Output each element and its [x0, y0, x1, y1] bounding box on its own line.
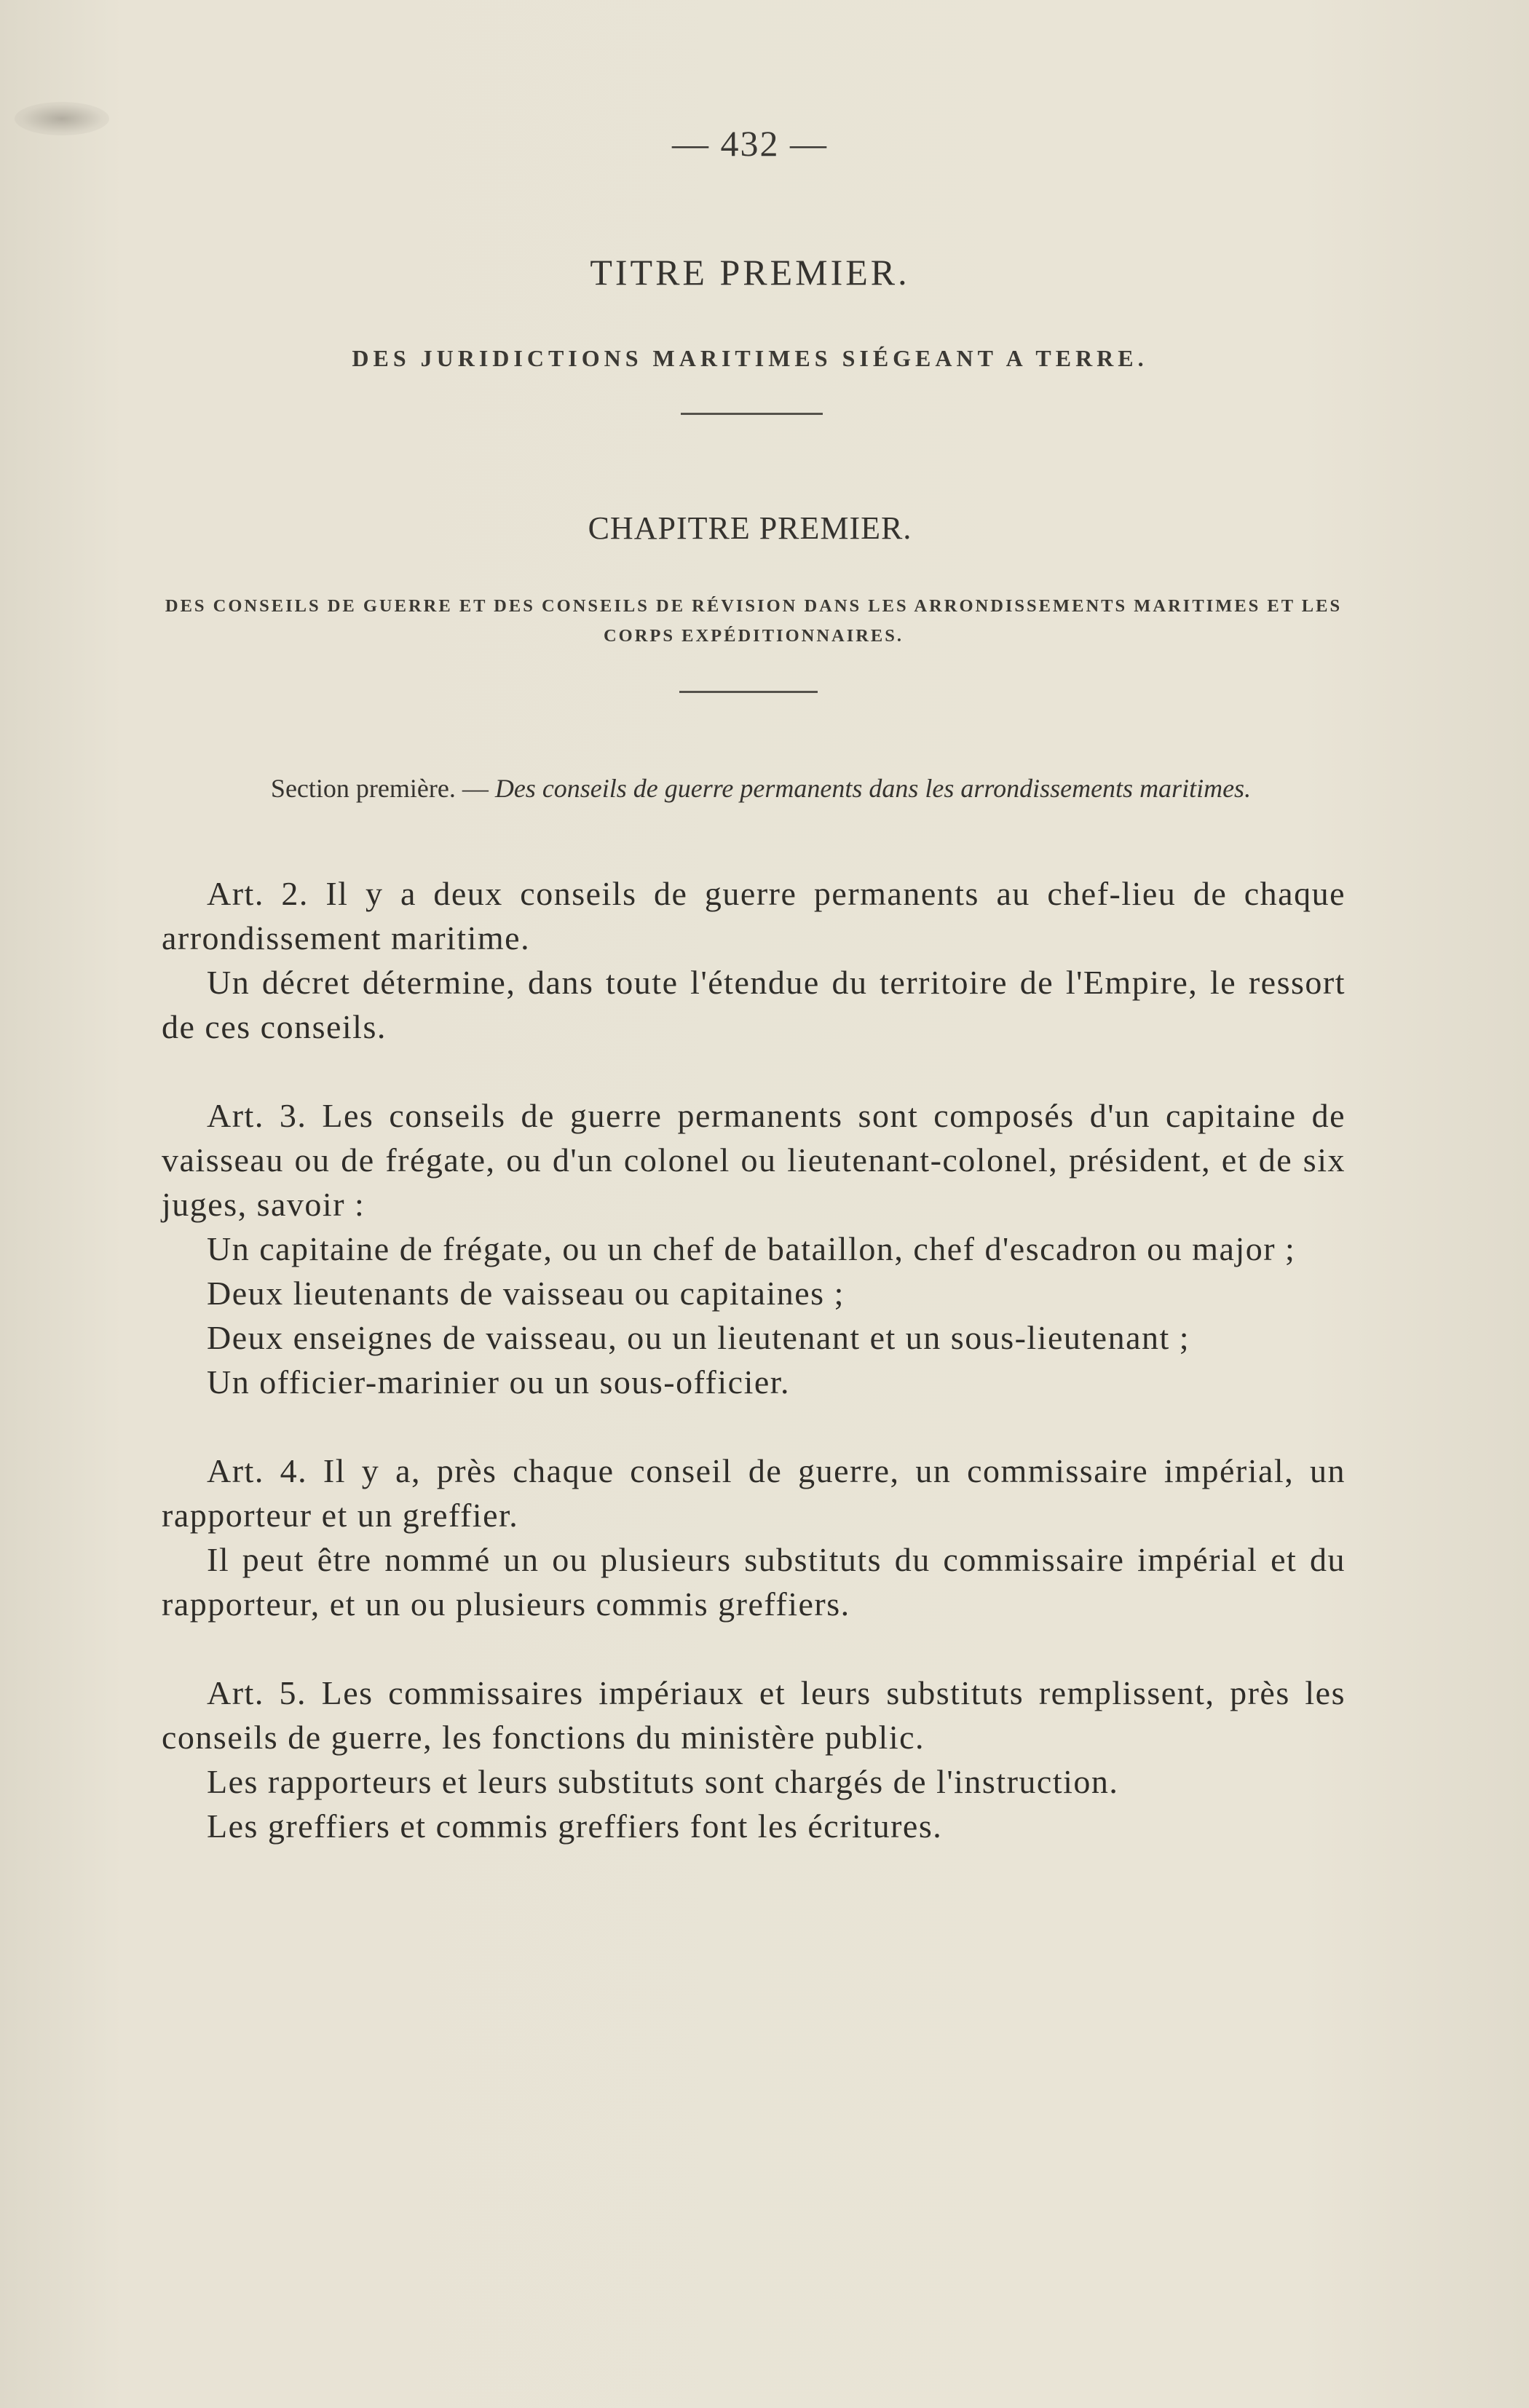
paragraph: Art. 4. Il y a, près chaque conseil de guerre, un commissaire impérial, un rapporteur et un greffier. [162, 1452, 1346, 1534]
section-heading [215, 770, 1307, 807]
paragraph: Deux enseignes de vaisseau, ou un lieutenant et un sous-lieutenant ; [207, 1319, 1190, 1356]
paragraph: Deux lieutenants de vaisseau ou capitaines ; [207, 1275, 845, 1312]
paragraph: Un décret détermine, dans toute l'étendue du territoire de l'Empire, le ressort de ces conseils. [162, 964, 1346, 1045]
article-body [162, 871, 1346, 1848]
paragraph: Art. 3. Les conseils de guerre permanents sont composés d'un capitaine de vaisseau ou de frégate, ou d'un colonel ou lieutenant-colonel, président, et de six juges, savoir : [162, 1097, 1346, 1223]
paragraph: Les rapporteurs et leurs substituts sont chargés de l'instruction. [207, 1763, 1119, 1800]
section-title: Des conseils de guerre permanents dans les arrondissements maritimes. [494, 774, 1252, 803]
paragraph: Un officier-marinier ou un sous-officier. [207, 1363, 791, 1401]
divider-rule [681, 413, 823, 415]
paragraph: Art. 2. Il y a deux conseils de guerre permanents au chef-lieu de chaque arrondissement maritime. [162, 875, 1346, 957]
divider-rule [679, 691, 818, 693]
paragraph: Il peut être nommé un ou plusieurs substituts du commissaire impérial et du rapporteur, et un ou plusieurs commis greffiers. [162, 1541, 1346, 1623]
paragraph: Art. 5. Les commissaires impériaux et leurs substituts remplissent, près les conseils de guerre, les fonctions du ministère public. [162, 1674, 1346, 1756]
chapter-heading: CHAPITRE PREMIER. [588, 510, 912, 546]
title-heading: TITRE PREMIER. [590, 252, 910, 293]
title-subheading: DES JURIDICTIONS MARITIMES SIÉGEANT A TERRE. [352, 345, 1148, 371]
chapter-subheading: DES CONSEILS DE GUERRE ET DES CONSEILS DE RÉVISION DANS LES ARRONDISSEMENTS MARITIMES ET LES CORPS EXPÉDITIONNAIRES. [165, 596, 1343, 646]
page-number: — 432 — [672, 123, 828, 164]
section-label: Section première. — [270, 774, 495, 803]
paragraph: Un capitaine de frégate, ou un chef de bataillon, chef d'escadron ou major ; [207, 1230, 1296, 1267]
paragraph: Les greffiers et commis greffiers font les écritures. [207, 1807, 943, 1845]
